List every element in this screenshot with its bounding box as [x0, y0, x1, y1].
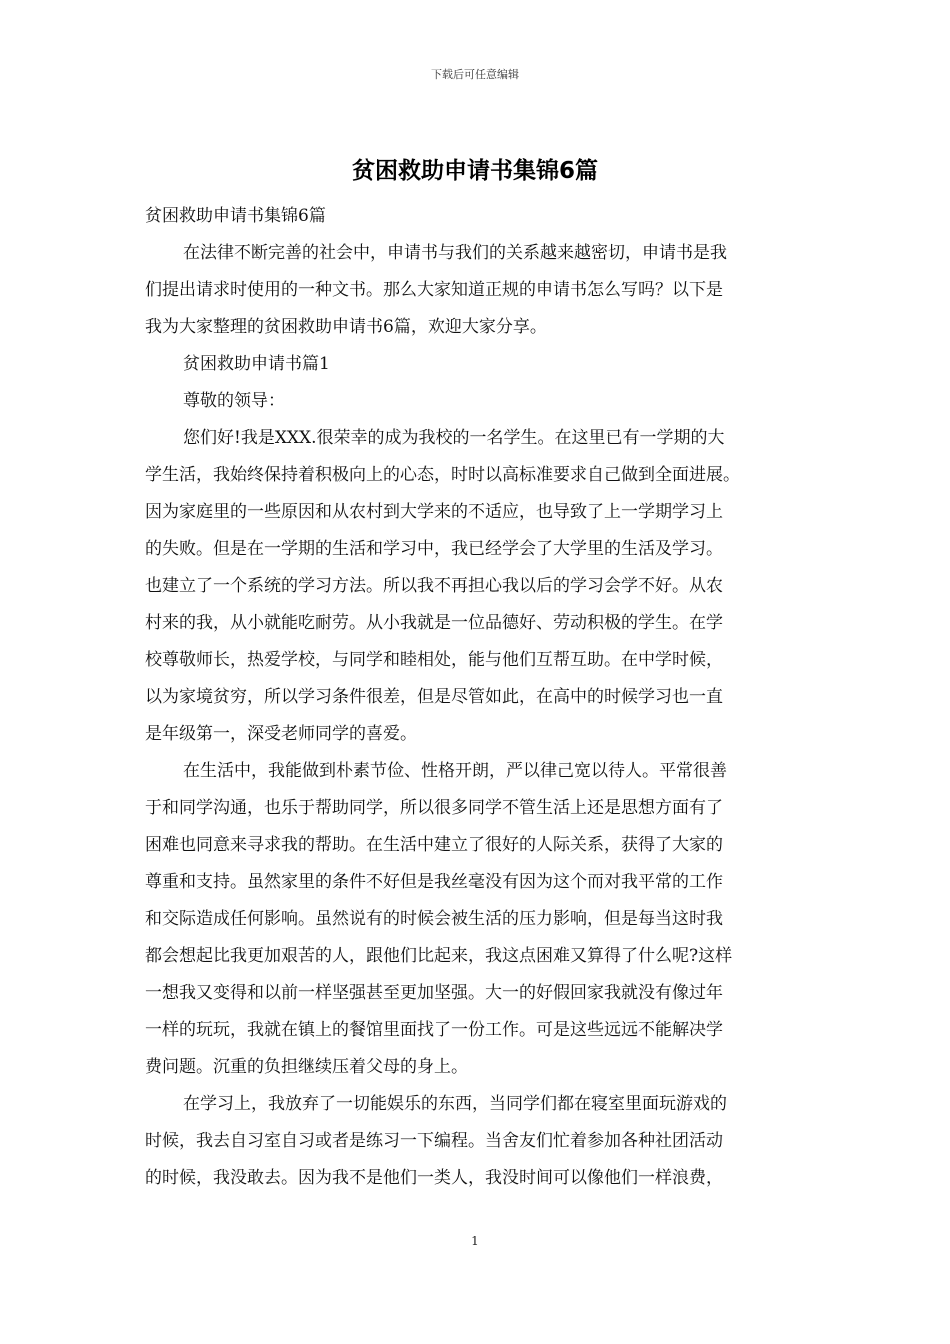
paragraph-line: 时候，我去自习室自习或者是练习一下编程。当舍友们忙着参加各种社团活动 [145, 1131, 723, 1151]
page-header-note: 下载后可任意编辑 [431, 68, 519, 81]
paragraph-line: 也建立了一个系统的学习方法。所以我不再担心我以后的学习会学不好。从农 [145, 576, 723, 596]
paragraph-line: 校尊敬师长，热爱学校，与同学和睦相处，能与他们互帮互助。在中学时候， [145, 650, 723, 670]
paragraph-line: 学生活，我始终保持着积极向上的心态，时时以高标准要求自己做到全面进展。 [145, 465, 740, 485]
paragraph-line: 的时候，我没敢去。因为我不是他们一类人，我没时间可以像他们一样浪费， [145, 1168, 723, 1188]
paragraph-line: 都会想起比我更加艰苦的人，跟他们比起来，我这点困难又算得了什么呢?这样 [145, 946, 733, 966]
page-number: 1 [471, 1234, 479, 1248]
section-heading: 贫困救助申请书篇1 [183, 354, 330, 374]
document-body [145, 198, 813, 1197]
paragraph-line: 和交际造成任何影响。虽然说有的时候会被生活的压力影响，但是每当这时我 [145, 909, 723, 929]
paragraph-line: 于和同学沟通，也乐于帮助同学，所以很多同学不管生活上还是思想方面有了 [145, 798, 723, 818]
salutation: 尊敬的领导： [183, 391, 285, 411]
paragraph-line: 我为大家整理的贫困救助申请书6篇，欢迎大家分享。 [145, 317, 547, 337]
paragraph-line: 们提出请求时使用的一种文书。那么大家知道正规的申请书怎么写吗？以下是 [145, 280, 723, 300]
paragraph-line: 在学习上，我放弃了一切能娱乐的东西，当同学们都在寝室里面玩游戏的 [183, 1094, 727, 1114]
paragraph-line: 困难也同意来寻求我的帮助。在生活中建立了很好的人际关系，获得了大家的 [145, 835, 723, 855]
paragraph-line: 的失败。但是在一学期的生活和学习中，我已经学会了大学里的生活及学习。 [145, 539, 723, 559]
paragraph-line: 是年级第一，深受老师同学的喜爱。 [145, 724, 417, 744]
document-title: 贫困救助申请书集锦6篇 [351, 158, 598, 184]
paragraph-line: 您们好!我是XXX.很荣幸的成为我校的一名学生。在这里已有一学期的大 [183, 428, 725, 448]
paragraph-line: 在法律不断完善的社会中，申请书与我们的关系越来越密切，申请书是我 [183, 243, 727, 263]
paragraph-line: 一样的玩玩，我就在镇上的餐馆里面找了一份工作。可是这些远远不能解决学 [145, 1020, 723, 1040]
paragraph-line: 以为家境贫穷，所以学习条件很差，但是尽管如此，在高中的时候学习也一直 [145, 687, 723, 707]
paragraph-line: 尊重和支持。虽然家里的条件不好但是我丝毫没有因为这个而对我平常的工作 [145, 872, 723, 892]
paragraph-line: 一想我又变得和以前一样坚强甚至更加坚强。大一的好假回家我就没有像过年 [145, 983, 723, 1003]
subtitle-line: 贫困救助申请书集锦6篇 [145, 206, 326, 226]
paragraph-line: 费问题。沉重的负担继续压着父母的身上。 [145, 1057, 468, 1077]
paragraph-line: 村来的我，从小就能吃耐劳。从小我就是一位品德好、劳动积极的学生。在学 [145, 613, 723, 633]
paragraph-line: 在生活中，我能做到朴素节俭、性格开朗，严以律己宽以待人。平常很善 [183, 761, 727, 781]
paragraph-line: 因为家庭里的一些原因和从农村到大学来的不适应，也导致了上一学期学习上 [145, 502, 723, 522]
